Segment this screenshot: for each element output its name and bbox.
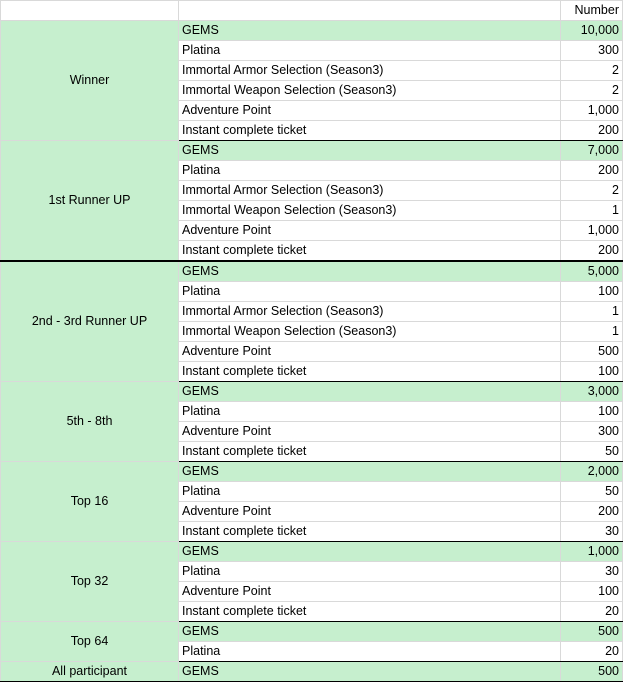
item-cell[interactable]: Instant complete ticket [179,362,561,382]
number-cell[interactable]: 300 [561,41,623,61]
item-cell[interactable]: GEMS [179,21,561,41]
item-cell[interactable]: Instant complete ticket [179,241,561,262]
number-cell[interactable]: 100 [561,282,623,302]
number-cell[interactable]: 3,000 [561,382,623,402]
tier-cell[interactable]: Top 16 [1,462,179,542]
number-cell[interactable]: 50 [561,482,623,502]
item-cell[interactable]: Immortal Armor Selection (Season3) [179,181,561,201]
number-cell[interactable]: 20 [561,642,623,662]
number-cell[interactable]: 2 [561,81,623,101]
table-row [1,662,623,682]
item-cell[interactable]: Adventure Point [179,342,561,362]
number-cell[interactable]: 1 [561,201,623,221]
number-cell[interactable]: 500 [561,622,623,642]
number-cell[interactable]: 200 [561,502,623,522]
table-row [1,21,623,41]
number-cell[interactable]: 10,000 [561,21,623,41]
header-number-cell[interactable]: Number [561,1,623,21]
number-cell[interactable]: 1,000 [561,101,623,121]
number-cell[interactable]: 200 [561,121,623,141]
tier-cell[interactable]: 2nd - 3rd Runner UP [1,261,179,382]
number-cell[interactable]: 1,000 [561,542,623,562]
item-cell[interactable]: Platina [179,642,561,662]
number-cell[interactable]: 7,000 [561,141,623,161]
item-cell[interactable]: GEMS [179,382,561,402]
reward-table-body [1,1,623,682]
item-cell[interactable]: Adventure Point [179,101,561,121]
number-cell[interactable]: 30 [561,522,623,542]
tier-cell[interactable]: All participant [1,662,179,682]
table-row [1,141,623,161]
header-row [1,1,623,21]
number-cell[interactable]: 1 [561,322,623,342]
number-cell[interactable]: 2 [561,181,623,201]
number-cell[interactable]: 50 [561,442,623,462]
item-cell[interactable]: GEMS [179,141,561,161]
item-cell[interactable]: GEMS [179,462,561,482]
item-cell[interactable]: GEMS [179,261,561,282]
number-cell[interactable]: 2,000 [561,462,623,482]
tier-cell[interactable]: Winner [1,21,179,141]
item-cell[interactable]: Adventure Point [179,502,561,522]
number-cell[interactable]: 1,000 [561,221,623,241]
table-row [1,462,623,482]
number-cell[interactable]: 100 [561,362,623,382]
number-cell[interactable]: 5,000 [561,261,623,282]
item-cell[interactable]: Instant complete ticket [179,442,561,462]
number-cell[interactable]: 2 [561,61,623,81]
item-cell[interactable]: Platina [179,282,561,302]
tier-cell[interactable]: 5th - 8th [1,382,179,462]
table-row [1,382,623,402]
tier-cell[interactable]: Top 32 [1,542,179,622]
number-cell[interactable]: 500 [561,342,623,362]
item-cell[interactable]: Platina [179,482,561,502]
item-cell[interactable]: Platina [179,402,561,422]
item-cell[interactable]: GEMS [179,622,561,642]
item-cell[interactable]: Instant complete ticket [179,522,561,542]
number-cell[interactable]: 30 [561,562,623,582]
item-cell[interactable]: Immortal Weapon Selection (Season3) [179,81,561,101]
number-cell[interactable]: 100 [561,582,623,602]
item-cell[interactable]: Platina [179,562,561,582]
item-cell[interactable]: Immortal Armor Selection (Season3) [179,61,561,81]
number-cell[interactable]: 500 [561,662,623,682]
item-cell[interactable]: Adventure Point [179,221,561,241]
number-cell[interactable]: 100 [561,402,623,422]
header-item-cell[interactable] [179,1,561,21]
number-cell[interactable]: 300 [561,422,623,442]
number-cell[interactable]: 1 [561,302,623,322]
table-row [1,542,623,562]
number-cell[interactable]: 200 [561,161,623,181]
number-cell[interactable]: 200 [561,241,623,262]
item-cell[interactable]: Adventure Point [179,422,561,442]
table-row [1,622,623,642]
item-cell[interactable]: Instant complete ticket [179,602,561,622]
item-cell[interactable]: Immortal Weapon Selection (Season3) [179,201,561,221]
item-cell[interactable]: Platina [179,41,561,61]
item-cell[interactable]: Adventure Point [179,582,561,602]
item-cell[interactable]: Immortal Weapon Selection (Season3) [179,322,561,342]
item-cell[interactable]: GEMS [179,662,561,682]
item-cell[interactable]: GEMS [179,542,561,562]
table-row [1,261,623,282]
header-tier-cell[interactable] [1,1,179,21]
tier-cell[interactable]: Top 64 [1,622,179,662]
item-cell[interactable]: Instant complete ticket [179,121,561,141]
item-cell[interactable]: Platina [179,161,561,181]
number-cell[interactable]: 20 [561,602,623,622]
item-cell[interactable]: Immortal Armor Selection (Season3) [179,302,561,322]
tier-cell[interactable]: 1st Runner UP [1,141,179,262]
